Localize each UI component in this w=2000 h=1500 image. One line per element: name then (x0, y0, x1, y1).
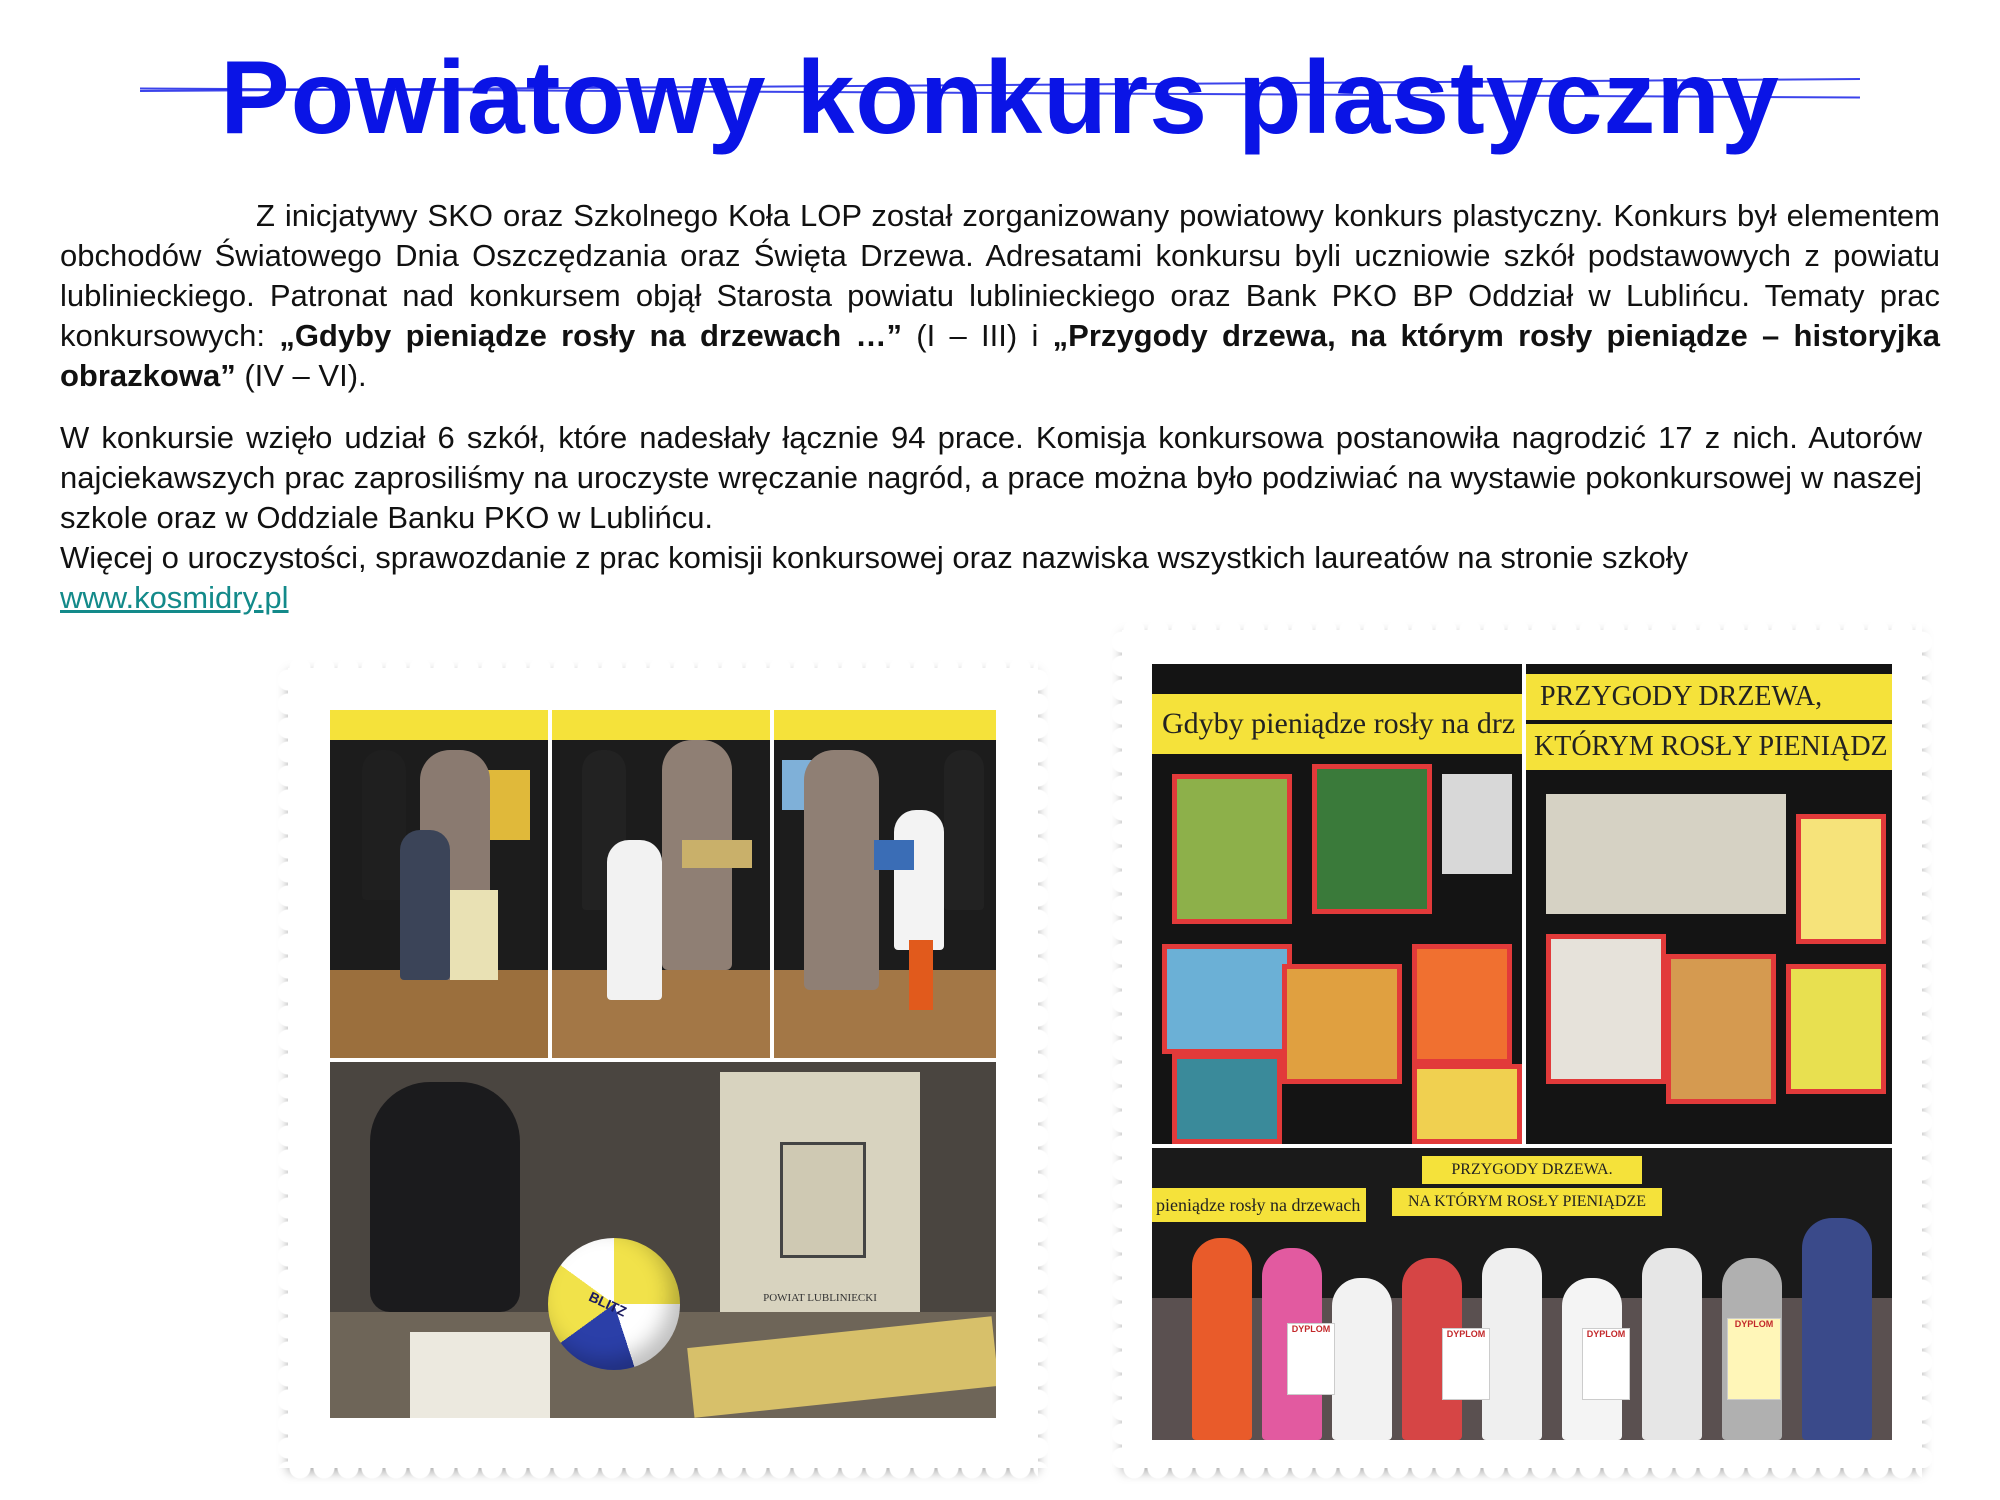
diploma-3: DYPLOM (1582, 1328, 1630, 1400)
banner-left: Gdyby pieniądze rosły na drz (1152, 694, 1522, 754)
topic-1: „Gdyby pieniądze rosły na drzewach …” (279, 318, 903, 353)
photo-laureates (1152, 1148, 1892, 1440)
photo-exhibition-2 (1526, 664, 1892, 1144)
ball-text: BLITZ (586, 1288, 630, 1320)
school-website-link[interactable]: www.kosmidry.pl (60, 580, 289, 615)
banner-bottom-1: PRZYGODY DRZEWA. (1422, 1156, 1642, 1184)
left-photo-stamp (288, 668, 1038, 1468)
topic-2: „Przygody drzewa, na którym rosły pieniądze – historyjka obrazkowa” (60, 318, 1940, 393)
results-text: W konkursie wzięło udział 6 szkół, które nadesłały łącznie 94 prace. Komisja konkursowa postanowiła nagrodzić 17 z nich. Autorów najciekawszych prac zaprosiliśmy na uroczyste wręczanie nagród, a prace można było podziwiać na wystawie pokonkursowej w naszej szkole oraz w Oddziale Banku PKO w Lublińcu. (60, 420, 1922, 535)
diploma-2: DYPLOM (1442, 1328, 1490, 1400)
diploma-1: DYPLOM (1287, 1323, 1335, 1395)
banner-right-2: KTÓRYM ROSŁY PIENIĄDZ (1526, 724, 1892, 770)
intro-lead: Z inicjatywy SKO oraz Szkolnego Koła LOP został zorganizowany powiatowy konkurs plastyczny. Konkurs był elementem obchodów Światowego Dnia Oszczędzania oraz Święta Drzewa. Adresatami konkursu byli uczniowie szkół podstawowych z powiatu lublinieckiego. Patronat nad konkursem objął Starosta powiatu lublinieckiego oraz Bank PKO BP Oddział w Lublińcu. Tematy prac konkursowych: (60, 198, 1940, 353)
right-photo-stamp (1122, 630, 1922, 1468)
more-info-text: Więcej o uroczystości, sprawozdanie z prac komisji konkursowej oraz nazwiska wszystkich laureatów na stronie szkoły (60, 540, 1689, 575)
intro-paragraph (60, 196, 1940, 396)
volleyball (548, 1238, 680, 1370)
photo-prizes (330, 1062, 996, 1418)
photo-award-ceremony-1 (330, 710, 548, 1058)
topic-2-grades: (IV – VI). (235, 358, 367, 393)
photo-award-ceremony-2 (552, 710, 770, 1058)
diploma-4: DYPLOM (1727, 1318, 1781, 1400)
banner-bottom-left: pieniądze rosły na drzewach (1152, 1188, 1366, 1222)
photo-exhibition-1 (1152, 664, 1522, 1144)
banner-right-1: PRZYGODY DRZEWA, (1526, 674, 1892, 720)
photo-award-ceremony-3 (774, 710, 996, 1058)
bag-caption: POWIAT LUBLINIECKI (763, 1292, 877, 1304)
banner-bottom-2: NA KTÓRYM ROSŁY PIENIĄDZE (1392, 1188, 1662, 1216)
topic-1-grades: (I – III) i (902, 318, 1053, 353)
results-paragraph (60, 418, 1922, 618)
page-title: Powiatowy konkurs plastyczny (220, 40, 1780, 156)
